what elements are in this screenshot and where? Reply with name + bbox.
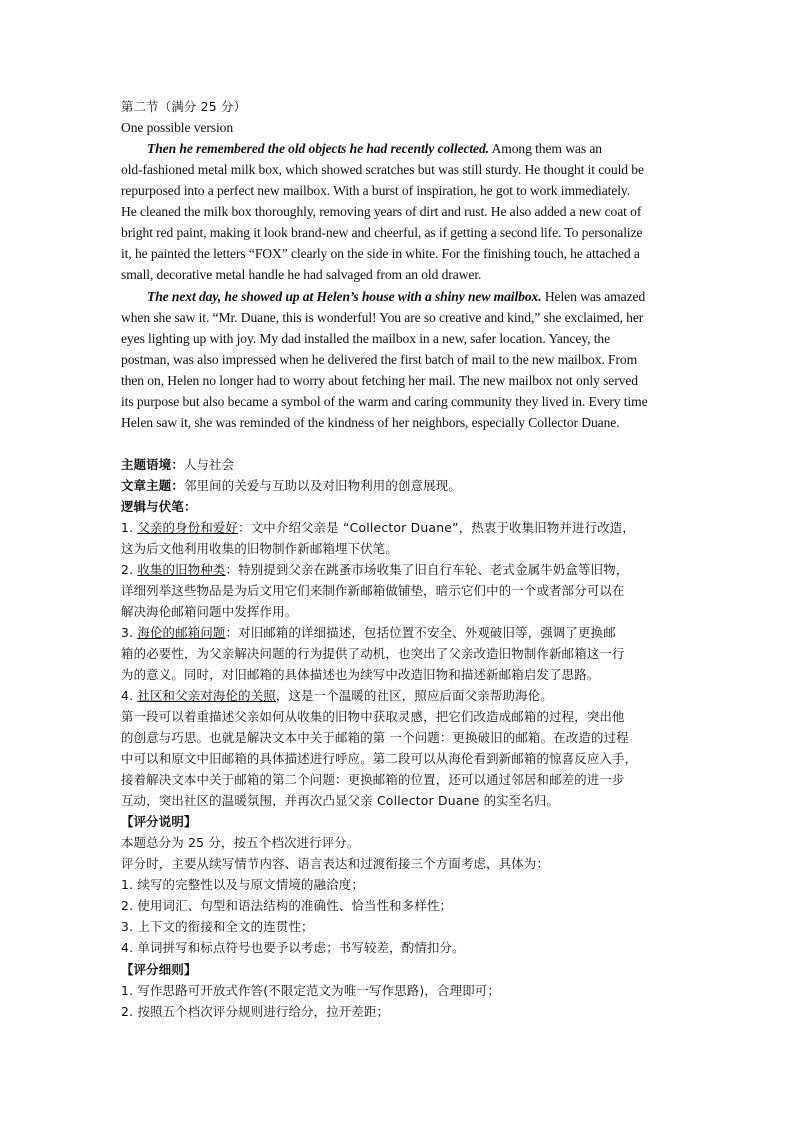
para2-line: then on, Helen no longer had to worry about fetching her mail. The new mailbox not only served xyxy=(121,373,638,388)
logic-item-3-cont: 箱的必要性，为父亲解决问题的行为提供了动机，也突出了父亲改造旧物制作新邮箱这一行 xyxy=(121,646,625,661)
logic-item-1-cont: 这为后文他利用收集的旧物制作新邮箱埋下伏笔。 xyxy=(121,541,398,556)
logic-item-4: 4. 社区和父亲对海伦的关照，这是一个温暖的社区，照应后面父亲帮助海伦。 xyxy=(121,688,553,703)
para1-line: repurposed into a perfect new mailbox. With a burst of inspiration, he got to work immediately. xyxy=(121,183,631,198)
logic-item-2: 2. 收集的旧物种类：特别提到父亲在跳蚤市场收集了旧自行车轮、老式金属牛奶盒等旧物， xyxy=(121,562,629,577)
para2-line: eyes lighting up with joy. My dad installed the mailbox in a new, safer location. Yancey, the xyxy=(121,331,611,346)
para1-line: He cleaned the milk box thoroughly, removing years of dirt and rust. He also added a new coat of xyxy=(121,204,642,219)
para2-line-1: The next day, he showed up at Helen’s house with a shiny new mailbox. Helen was amazed xyxy=(147,289,646,304)
logic-item-1: 1. 父亲的身份和爱好：文中介绍父亲是 “Collector Duane”，热衷于收集旧物并进行改造， xyxy=(121,520,635,535)
rules-line: 2. 按照五个档次评分规则进行给分，拉开差距； xyxy=(121,1004,390,1019)
para1-line: small, decorative metal handle he had salvaged from an old drawer. xyxy=(121,267,482,282)
scoring-line: 4. 单词拼写和标点符号也要予以考虑；书写较差，酌情扣分。 xyxy=(121,940,465,955)
para2-lead: The next day, he showed up at Helen’s house with a shiny new mailbox. xyxy=(147,289,542,304)
scoring-heading: 【评分说明】 xyxy=(121,814,197,829)
scoring-line: 本题总分为 25 分，按五个档次进行评分。 xyxy=(121,835,360,850)
para2-line: postman, was also impressed when he delivered the first batch of mail to the new mailbox. From xyxy=(121,352,638,367)
rules-line: 1. 写作思路可开放式作答(不限定范文为唯一写作思路)，合理即可； xyxy=(121,983,500,998)
para2-line: its purpose but also became a symbol of the warm and caring community they lived in. Every time xyxy=(121,394,648,409)
section-header: 第二节（满分 25 分） xyxy=(121,99,247,114)
summary-line: 第一段可以着重描述父亲如何从收集的旧物中获取灵感，把它们改造成邮箱的过程，突出他 xyxy=(121,709,625,724)
logic-item-3-cont: 为的意义。同时，对旧邮箱的具体描述也为续写中改造旧物和描述新邮箱启发了思路。 xyxy=(121,667,600,682)
scoring-line: 2. 使用词汇、句型和语法结构的准确性、恰当性和多样性； xyxy=(121,898,453,913)
scoring-line: 1. 续写的完整性以及与原文情境的融洽度； xyxy=(121,877,364,892)
theme-context: 主题语境：人与社会 xyxy=(121,457,235,472)
summary-line: 的创意与巧思。也就是解决文本中关于邮箱的第 一个问题：更换破旧的邮箱。在改造的过程 xyxy=(121,730,629,745)
logic-item-2-cont: 详细列举这些物品是为后文用它们来制作新邮箱做铺垫，暗示它们中的一个或者部分可以在 xyxy=(121,583,625,598)
logic-heading: 逻辑与伏笔： xyxy=(121,499,197,514)
para1-line: old-fashioned metal milk box, which showed scratches but was still sturdy. He thought it could be xyxy=(121,162,644,177)
logic-item-3: 3. 海伦的邮箱问题：对旧邮箱的详细描述，包括位置不安全、外观破旧等，强调了更换邮 xyxy=(121,625,616,640)
para1-lead: Then he remembered the old objects he had recently collected. xyxy=(147,141,489,156)
para1-line-1: Then he remembered the old objects he had recently collected. Among them was an xyxy=(147,141,602,156)
para2-line: Helen saw it, she was reminded of the kindness of her neighbors, especially Collector Duane. xyxy=(121,415,620,430)
summary-line: 中可以和原文中旧邮箱的具体描述进行呼应。第二段可以从海伦看到新邮箱的惊喜反应入手， xyxy=(121,751,638,766)
summary-line: 互动，突出社区的温暖氛围，并再次凸显父亲 Collector Duane 的实至名归。 xyxy=(121,793,560,808)
para2-line: when she saw it. “Mr. Duane, this is wonderful! You are so creative and kind,” she exclaimed, her xyxy=(121,310,644,325)
version-label: One possible version xyxy=(121,120,234,135)
scoring-line: 评分时，主要从续写情节内容、语言表达和过渡衔接三个方面考虑，具体为： xyxy=(121,856,550,871)
logic-item-2-cont: 解决海伦邮箱问题中发挥作用。 xyxy=(121,604,298,619)
summary-line: 接着解决文本中关于邮箱的第二个问题：更换邮箱的位置，还可以通过邻居和邮差的进一步 xyxy=(121,772,625,787)
para1-line: it, he painted the letters “FOX” clearly on the side in white. For the finishing touch, he attached a xyxy=(121,246,640,261)
scoring-line: 3. 上下文的衔接和全文的连贯性； xyxy=(121,919,314,934)
para1-line: bright red paint, making it look brand-new and cheerful, as if getting a second life. To personalize xyxy=(121,225,643,240)
article-theme: 文章主题：邻里间的关爱与互助以及对旧物利用的创意展现。 xyxy=(121,478,461,493)
rules-heading: 【评分细则】 xyxy=(121,962,197,977)
